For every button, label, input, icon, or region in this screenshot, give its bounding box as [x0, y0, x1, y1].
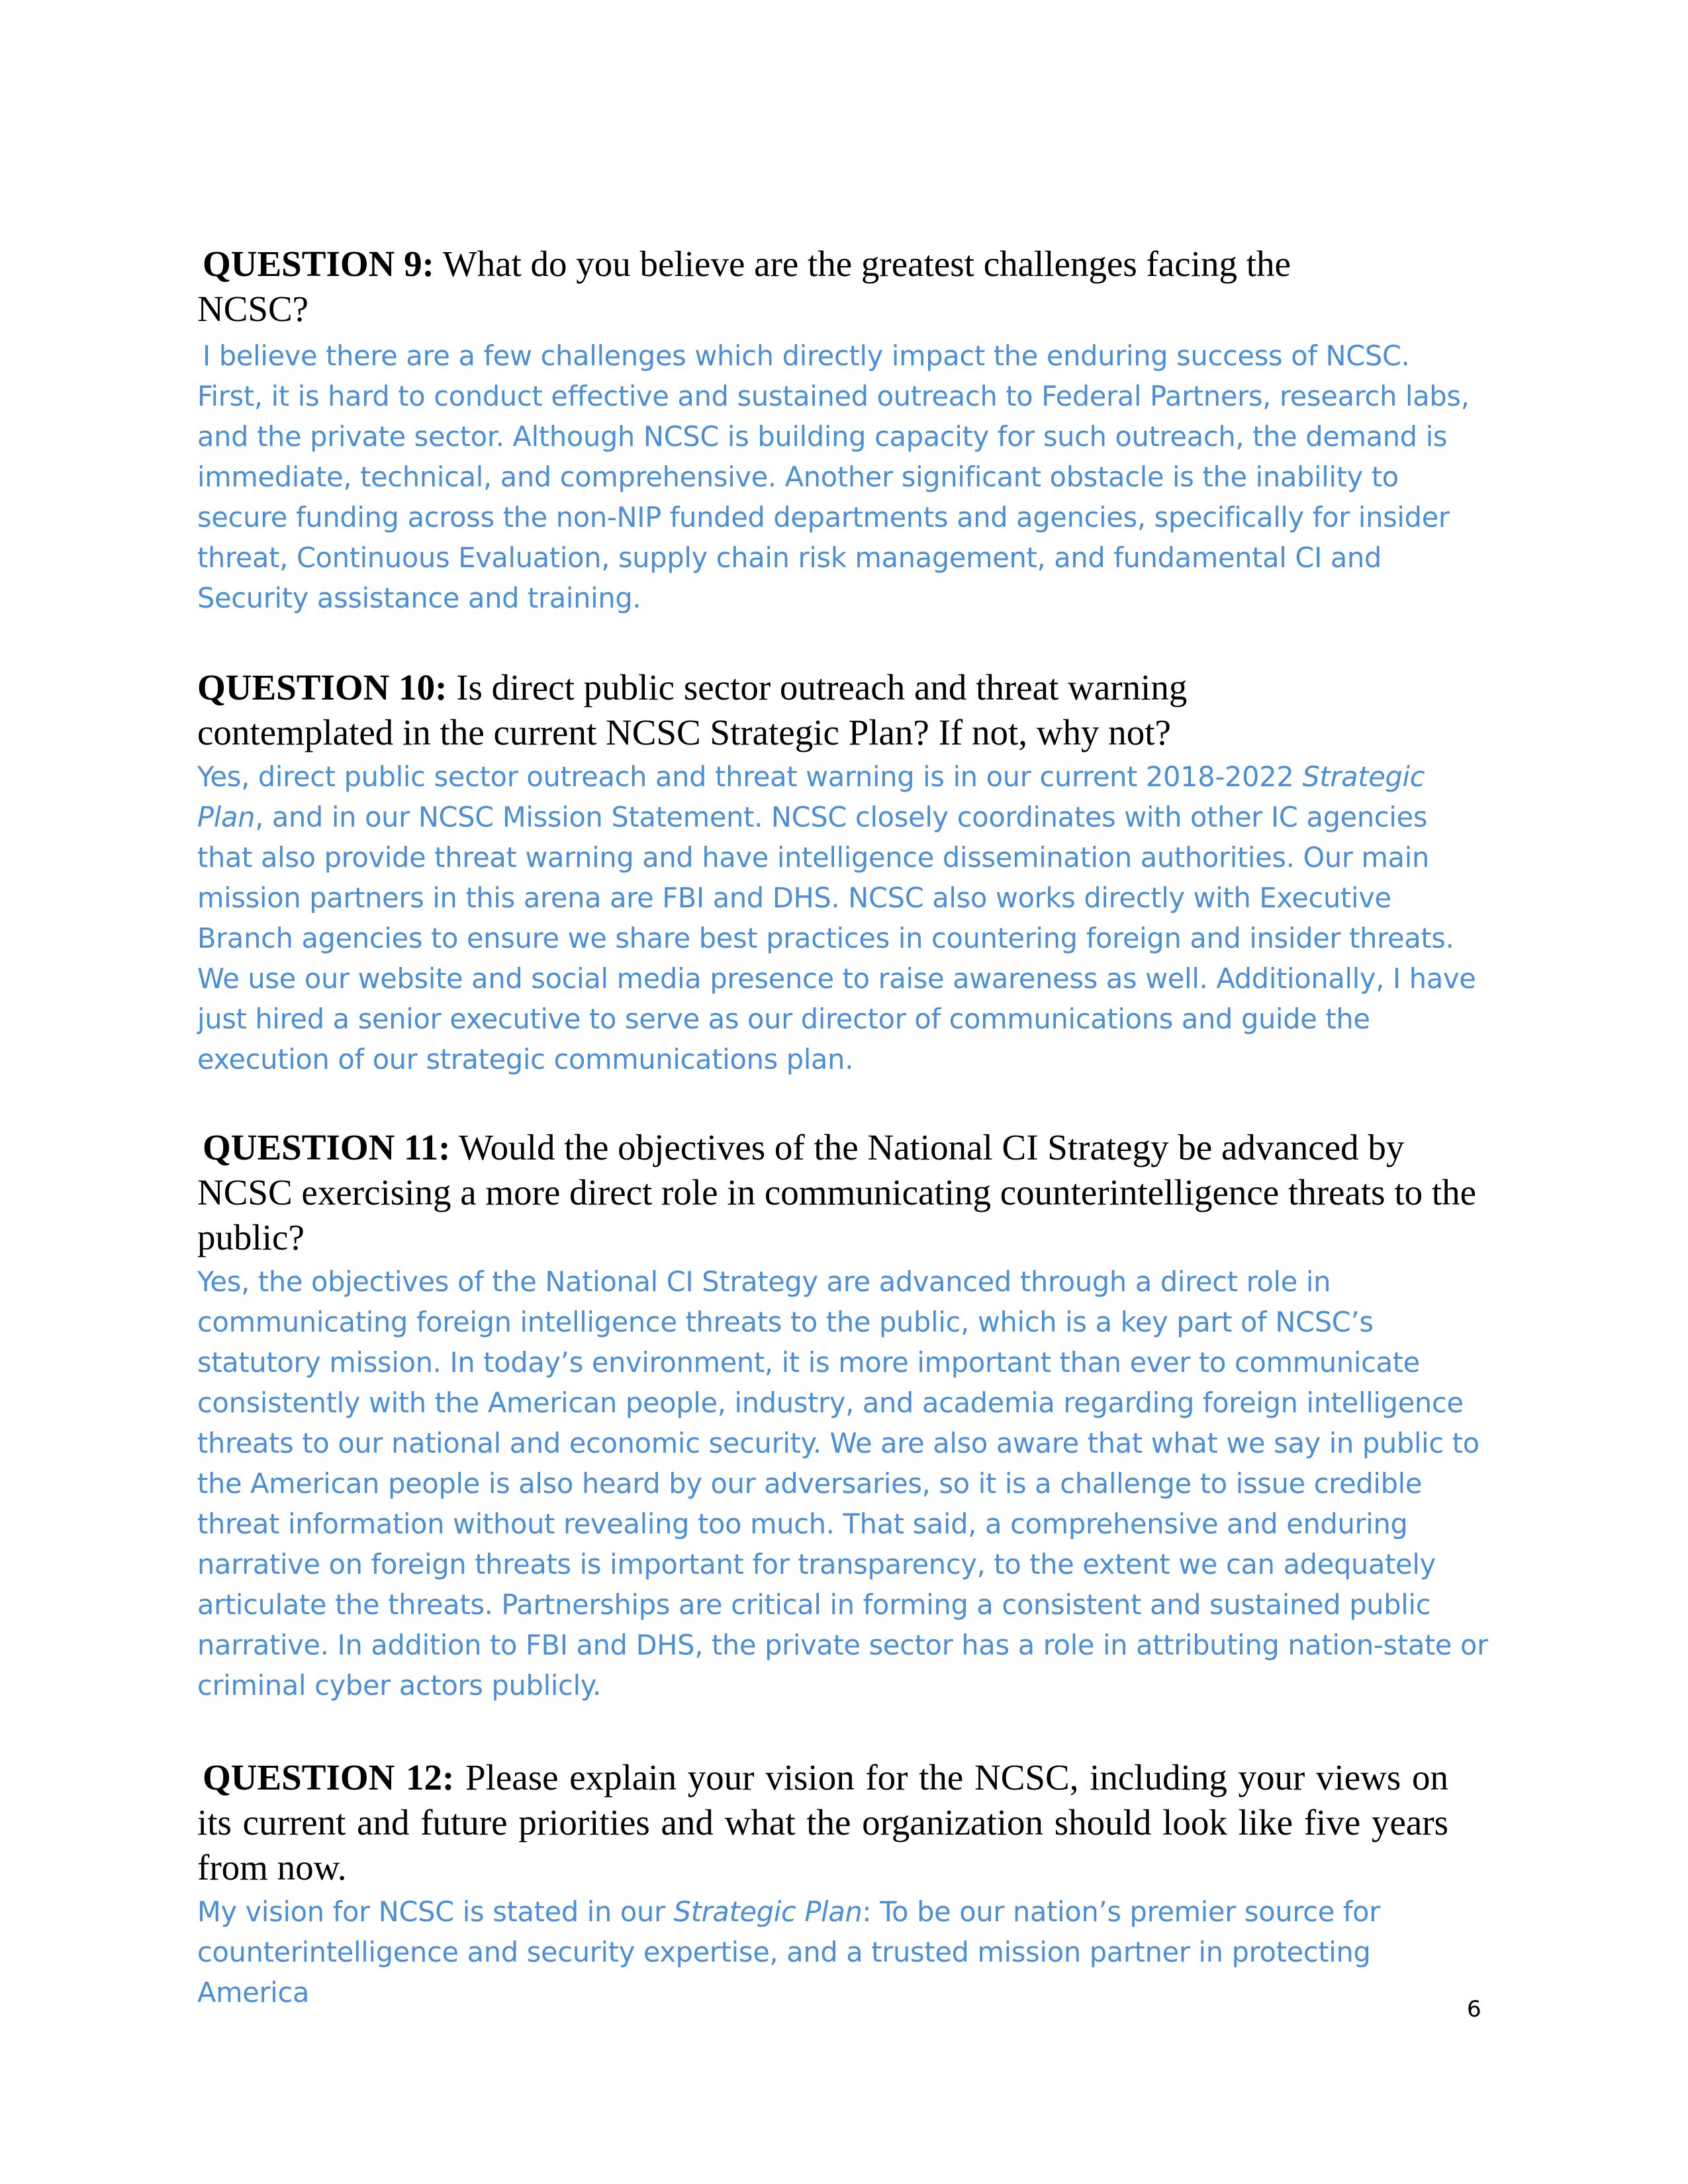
question-10-section	[197, 665, 1495, 1079]
page-number: 6	[1467, 1996, 1481, 2023]
question-10-heading	[197, 665, 1323, 755]
question-12-answer	[197, 1891, 1488, 2013]
question-10-text: Is direct public sector outreach and threat warning contemplated in the current NCSC Strategic Plan? If not, why not?	[197, 667, 1188, 752]
question-12-answer-part-1: My vision for NCSC is stated in our	[197, 1895, 674, 1928]
question-12-section	[197, 1755, 1495, 2013]
question-11-text: Would the objectives of the National CI Strategy be advanced by NCSC exercising a more direct role in communicating counterintelligence threats to the public?	[197, 1127, 1477, 1257]
strategic-plan-title: Strategic Plan	[197, 760, 1425, 833]
question-11-answer: Yes, the objectives of the National CI Strategy are advanced through a direct role in communicating foreign intelligence threats to the public, which is a key part of NCSC’s statutory mission. In today’s environment, it is more important than ever to communicate consistently with the American people, industry, and academia regarding foreign intelligence threats to our national and economic security. We are also aware that what we say in public to the American people is also heard by our adversaries, so it is a challenge to issue credible threat information without revealing too much. That said, a comprehensive and enduring narrative on foreign threats is important for transparency, to the extent we can adequately articulate the threats. Partnerships are critical in forming a consistent and sustained public narrative. In addition to FBI and DHS, the private sector has a role in attributing nation-state or criminal cyber actors publicly.	[197, 1265, 1488, 1702]
question-11-section	[197, 1125, 1495, 1706]
question-12-label: QUESTION 12:	[203, 1757, 455, 1797]
question-9-label: QUESTION 9:	[203, 244, 434, 284]
question-9-answer: I believe there are a few challenges which directly impact the enduring success of NCSC. First, it is hard to conduct effective and sustained outreach to Federal Partners, research labs, and the private sector. Although NCSC is building capacity for such outreach, the demand is immediate, technical, and comprehensive. Another significant obstacle is the inability to secure funding across the non-NIP funded departments and agencies, specifically for insider threat, Continuous Evaluation, supply chain risk management, and fundamental CI and Security assistance and training.	[197, 340, 1470, 614]
question-10-answer-part-2: , and in our NCSC Mission Statement. NCSC closely coordinates with other IC agencies that also provide threat warning and have intelligence dissemination authorities. Our main mission partners in this arena are FBI and DHS. NCSC also works directly with Executive Branch agencies to ensure we share best practices in countering foreign and insider threats. We use our website and social media presence to raise awareness as well. Additionally, I have just hired a senior executive to serve as our director of communications and guide the execution of our strategic communications plan.	[197, 801, 1476, 1075]
question-12-answer-part-2: : To be our nation’s premier source for counterintelligence and security expertise, and a trusted mission partner in protecting America	[197, 1895, 1380, 2009]
question-9-text: What do you believe are the greatest challenges facing the NCSC?	[197, 244, 1291, 329]
question-11-heading	[197, 1125, 1488, 1260]
question-10-answer-part-1: Yes, direct public sector outreach and threat warning is in our current 2018-2022	[197, 760, 1303, 793]
question-11-label: QUESTION 11:	[203, 1127, 451, 1167]
question-12-heading	[197, 1755, 1448, 1890]
question-10-answer	[197, 756, 1478, 1079]
question-12-text: Please explain your vision for the NCSC, including your views on its current and future priorities and what the organization should look like five years from now.	[197, 1757, 1448, 1888]
question-10-label: QUESTION 10:	[197, 667, 447, 707]
question-9-section	[197, 242, 1495, 618]
question-9-heading	[197, 242, 1349, 332]
strategic-plan-title: Strategic Plan	[673, 1895, 863, 1928]
